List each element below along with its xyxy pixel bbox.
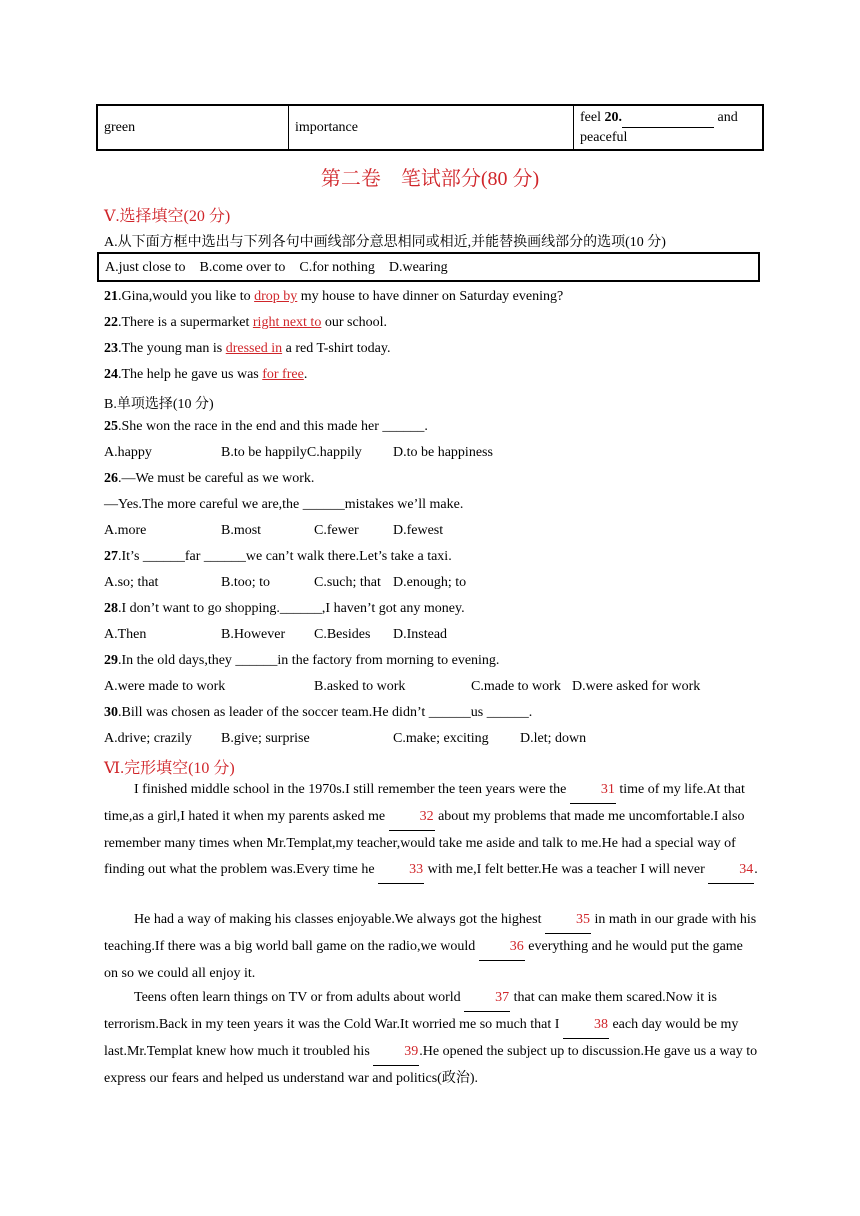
option: C.Besides: [314, 627, 371, 642]
passage-paragraph: [104, 985, 760, 1092]
option-box: [97, 252, 760, 282]
answer-blank: 31: [570, 777, 616, 804]
underlined-phrase: dressed in: [225, 341, 283, 356]
question-text: .There is a supermarket: [118, 315, 253, 330]
answer-blank: 32: [389, 804, 435, 831]
question-number: 26: [104, 471, 118, 486]
table-cell: importance: [289, 105, 574, 150]
question-29: [104, 653, 499, 669]
question-25: [104, 419, 428, 435]
option: B.However: [221, 627, 286, 642]
option: A.were made to work: [104, 679, 226, 694]
passage-text: .: [754, 862, 758, 877]
answer-blank: 37: [464, 985, 510, 1012]
passage-text: He had a way of making his classes enjoyable.We always got the highest: [134, 912, 545, 927]
question-30: [104, 705, 532, 721]
underlined-phrase: drop by: [254, 289, 298, 304]
part-a-instruction: A.从下面方框中选出与下列各句中画线部分意思相同或相近,并能替换画线部分的选项(10 分): [104, 235, 666, 250]
cell-prefix: feel: [580, 110, 605, 125]
answer-blank: 38: [563, 1012, 609, 1039]
answer-blank: 33: [378, 857, 424, 884]
box-option: D.wearing: [388, 260, 448, 275]
option: C.fewer: [314, 523, 359, 538]
question-text: .It’s ______far ______we can’t walk there.Let’s take a taxi.: [118, 549, 452, 564]
box-option: B.come over to: [199, 260, 286, 275]
passage-text: about my problems that made me uncomfortable.I also remember many times when Mr.Templat,my teacher,would take me aside and talk to me.He had a special way of finding out what the problem was.Every time he: [104, 809, 745, 877]
question-24: [104, 367, 307, 383]
question-23: [104, 341, 390, 357]
question-22: [104, 315, 387, 331]
passage-text: Teens often learn things on TV or from adults about world: [134, 990, 465, 1005]
option: D.enough; to: [393, 575, 467, 590]
option: B.give; surprise: [221, 731, 310, 746]
passage-paragraph: [104, 907, 760, 987]
question-text: our school.: [321, 315, 388, 330]
passage-text: with me,I felt better.He was a teacher I will never: [424, 862, 709, 877]
option: C.such; that: [314, 575, 381, 590]
question-text: .She won the race in the end and this made her ______.: [118, 419, 428, 434]
question-text: my house to have dinner on Saturday evening?: [297, 289, 564, 304]
question-number: 25: [104, 419, 118, 434]
passage-text: each day would be my last.Mr.Templat knew how much it troubled his: [104, 1017, 739, 1059]
option: A.so; that: [104, 575, 159, 590]
passage-text: I finished middle school in the 1970s.I still remember the teen years were the: [134, 782, 570, 797]
passage-text: everything and he would put the game on so we could all enjoy it.: [104, 939, 743, 981]
paper-title: 第二卷 笔试部分(80 分): [320, 168, 540, 190]
question-number: 24: [104, 367, 118, 382]
question-text: —Yes.The more careful we are,the ______mistakes we’ll make.: [104, 497, 464, 512]
option: D.let; down: [520, 731, 587, 746]
table-cell: [574, 105, 764, 150]
answer-blank: [622, 108, 714, 128]
question-27: [104, 549, 452, 565]
question-text: .Gina,would you like to: [118, 289, 255, 304]
answer-blank: 34: [708, 857, 754, 884]
question-28: [104, 601, 465, 617]
question-text: .In the old days,they ______in the factory from morning to evening.: [118, 653, 500, 668]
question-text: .—We must be careful as we work.: [118, 471, 315, 486]
question-number: 29: [104, 653, 118, 668]
option: A.more: [104, 523, 147, 538]
table-cell: green: [97, 105, 289, 150]
passage-paragraph: [104, 777, 760, 884]
answer-blank: 39: [373, 1039, 419, 1066]
passage-text: time of my life.At that time,as a girl,I hated it when my parents asked me: [104, 782, 745, 824]
option: D.to be happiness: [393, 445, 493, 460]
question-number: 21: [104, 289, 118, 304]
option: B.too; to: [221, 575, 271, 590]
underlined-phrase: right next to: [252, 315, 322, 330]
answer-blank: 36: [479, 934, 525, 961]
question-text: .The help he gave us was: [118, 367, 263, 382]
passage-text: .He opened the subject up to discussion.He gave us a way to express our fears and helped us understand war and politics(政治).: [104, 1044, 758, 1086]
question-number: 23: [104, 341, 118, 356]
option: B.most: [221, 523, 262, 538]
option: D.Instead: [393, 627, 448, 642]
question-number: 22: [104, 315, 118, 330]
question-text: .: [303, 367, 308, 382]
passage-text: in math in our grade with his teaching.If there was a big world ball game on the radio,we would: [104, 912, 757, 954]
option: A.happy: [104, 445, 152, 460]
option: B.asked to work: [314, 679, 406, 694]
passage-text: that can make them scared.Now it is terrorism.Back in my teen years it was the Cold War.It worried me so much that I: [104, 990, 717, 1032]
item-number: 20.: [604, 110, 622, 125]
section-heading: Ⅵ.完形填空(10 分): [104, 760, 235, 777]
option: B.to be happilyC.happily: [221, 445, 362, 460]
option: C.make; exciting: [393, 731, 489, 746]
cell-suffix: and peaceful: [580, 110, 738, 145]
question-text: .Bill was chosen as leader of the soccer team.He didn’t ______us ______.: [118, 705, 533, 720]
underlined-phrase: for free: [262, 367, 304, 382]
option: C.made to work: [471, 679, 561, 694]
question-number: 28: [104, 601, 118, 616]
vocab-table: [96, 104, 764, 151]
question-26: [104, 471, 314, 487]
part-b-instruction: B.单项选择(10 分): [104, 397, 214, 412]
section-heading: Ⅴ.选择填空(20 分): [104, 208, 231, 225]
option: A.drive; crazily: [104, 731, 192, 746]
question-text: a red T-shirt today.: [282, 341, 391, 356]
option: D.were asked for work: [572, 679, 701, 694]
answer-blank: 35: [545, 907, 591, 934]
box-option: C.for nothing: [299, 260, 375, 275]
option: D.fewest: [393, 523, 444, 538]
question-number: 27: [104, 549, 118, 564]
option: A.Then: [104, 627, 147, 642]
box-option: A.just close to: [105, 260, 186, 275]
question-text: .I don’t want to go shopping.______,I haven’t got any money.: [118, 601, 465, 616]
question-21: [104, 289, 563, 305]
question-number: 30: [104, 705, 118, 720]
question-text: .The young man is: [118, 341, 226, 356]
